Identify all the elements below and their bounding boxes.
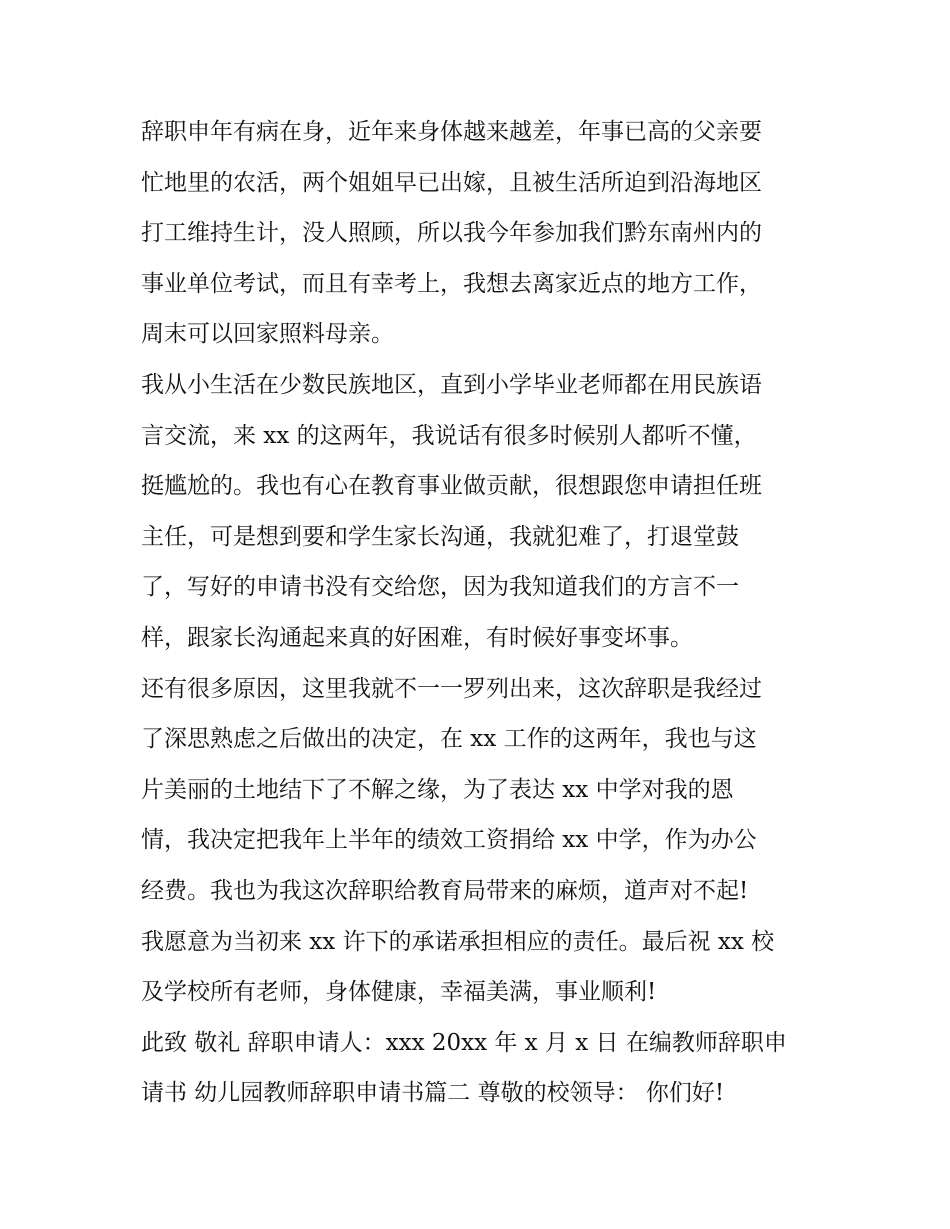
text-line: 此致 敬礼 辞职申请人：xxx 20xx 年 x 月 x 日 在编教师辞职申 bbox=[141, 1029, 787, 1056]
text-line: 言交流，来 xx 的这两年，我说话有很多时候别人都听不懂， bbox=[141, 422, 757, 449]
text-line: 我从小生活在少数民族地区，直到小学毕业老师都在用民族语 bbox=[141, 371, 762, 398]
text-line: 了，写好的申请书没有交给您，因为我知道我们的方言不一 bbox=[141, 574, 739, 601]
text-line: 样，跟家长沟通起来真的好困难，有时候好事变坏事。 bbox=[141, 624, 693, 651]
text-line: 及学校所有老师，身体健康，幸福美满，事业顺利! bbox=[141, 979, 657, 1006]
text-line: 情，我决定把我年上半年的绩效工资捐给 xx 中学，作为办公 bbox=[141, 827, 757, 854]
text-line: 还有很多原因，这里我就不一一罗列出来，这次辞职是我经过 bbox=[141, 675, 762, 702]
text-line: 辞职申年有病在身，近年来身体越来越差，年事已高的父亲要 bbox=[141, 119, 762, 145]
text-line: 挺尴尬的。我也有心在教育事业做贡献，很想跟您申请担任班 bbox=[141, 473, 762, 500]
text-line: 周末可以回家照料母亲。 bbox=[141, 321, 394, 348]
text-line: 我愿意为当初来 xx 许下的承诺承担相应的责任。最后祝 xx 校 bbox=[141, 928, 775, 955]
text-line: 忙地里的农活，两个姐姐早已出嫁，且被生活所迫到沿海地区 bbox=[141, 169, 762, 196]
text-line: 事业单位考试，而且有幸考上，我想去离家近点的地方工作， bbox=[141, 270, 762, 297]
text-line: 打工维持生计，没人照顾，所以我今年参加我们黔东南州内的 bbox=[141, 220, 762, 247]
text-line: 主任，可是想到要和学生家长沟通，我就犯难了，打退堂鼓 bbox=[141, 523, 739, 550]
text-line: 请书 幼儿园教师辞职申请书篇二 尊敬的校领导： 你们好! bbox=[141, 1080, 725, 1107]
text-line: 片美丽的土地结下了不解之缘，为了表达 xx 中学对我的恩 bbox=[141, 776, 734, 803]
text-line: 经费。我也为我这次辞职给教育局带来的麻烦，道声对不起! bbox=[141, 877, 749, 904]
body-text bbox=[141, 107, 831, 1119]
text-line: 了深思熟虑之后做出的决定，在 xx 工作的这两年，我也与这 bbox=[141, 726, 757, 753]
